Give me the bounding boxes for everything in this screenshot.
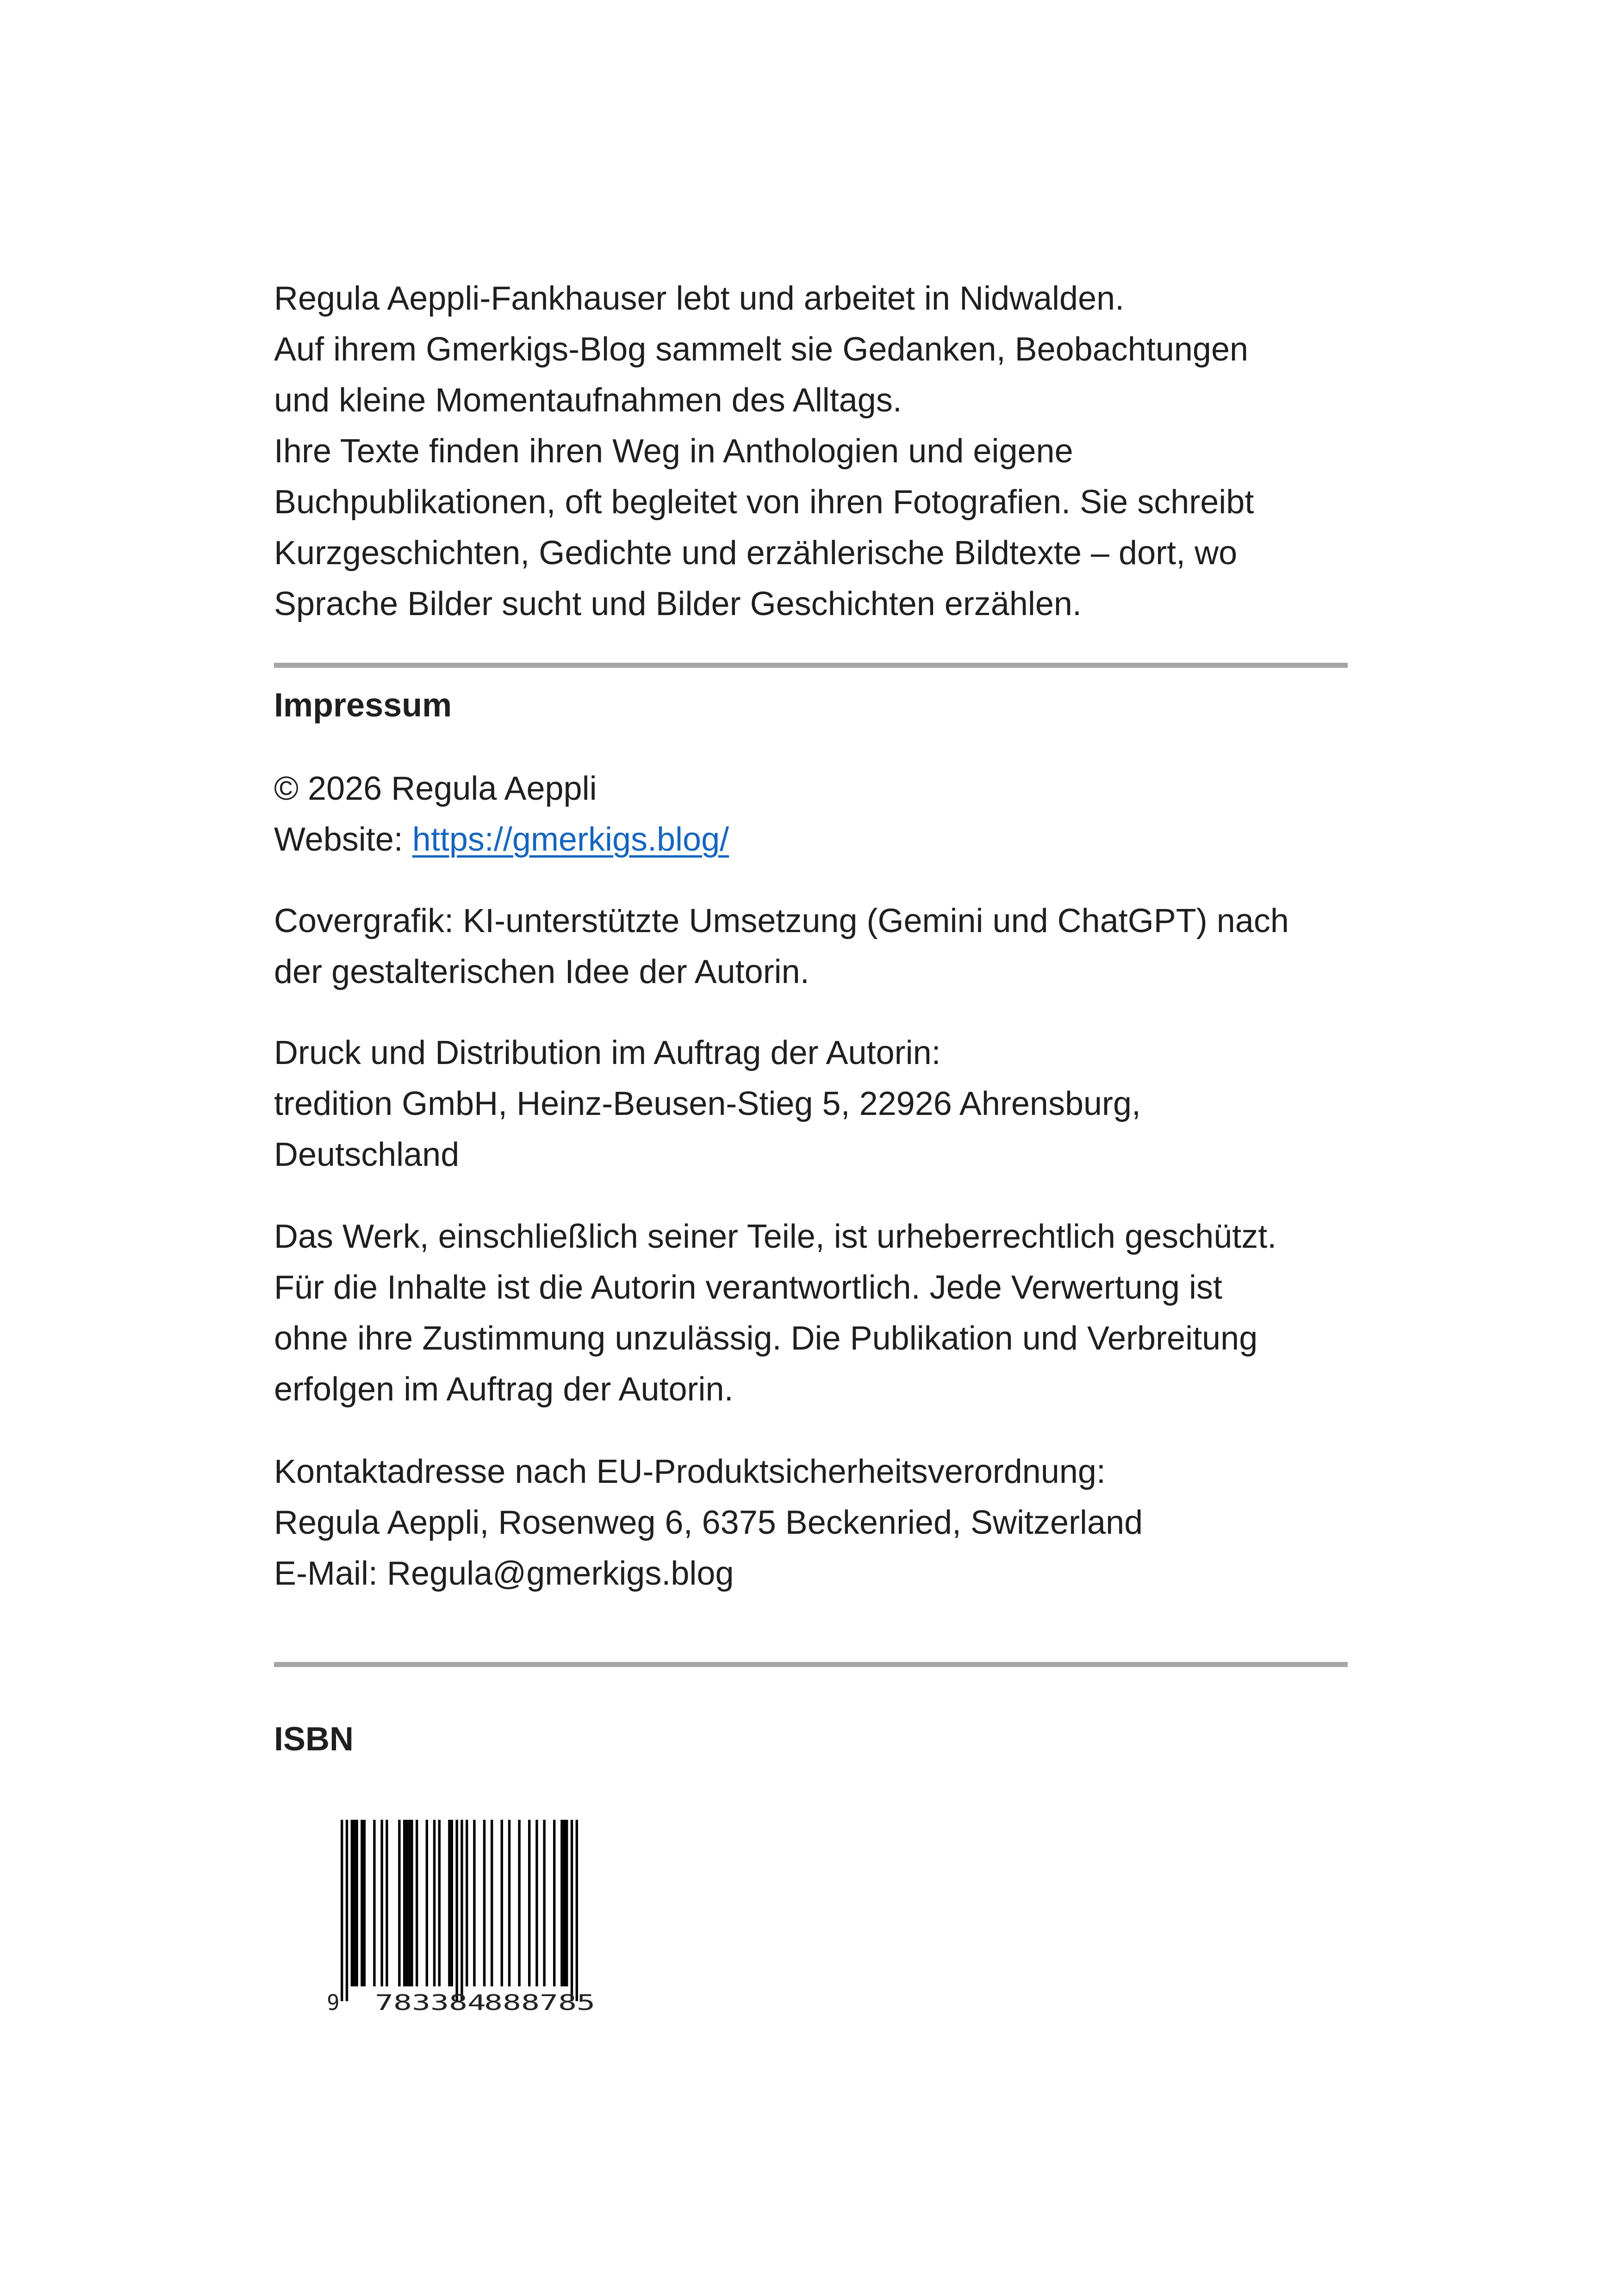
- barcode-bar: [373, 1820, 375, 1986]
- barcode-digits-left: 783384: [375, 1990, 486, 2015]
- divider: [274, 1662, 1348, 1667]
- barcode-digits-right: 888785: [484, 1990, 595, 2015]
- barcode-bar: [355, 1820, 358, 1986]
- contact-line: Regula Aeppli, Rosenweg 6, 6375 Beckenried, Switzerland: [274, 1504, 1143, 1541]
- barcode-bar: [398, 1820, 400, 1986]
- barcode-bar: [563, 1820, 566, 1986]
- barcode-bar: [553, 1820, 555, 1986]
- bio-line: Regula Aeppli-Fankhauser lebt und arbeitet in Nidwalden.: [274, 280, 1125, 317]
- barcode-bar: [508, 1820, 510, 1986]
- bio-line: Kurzgeschichten, Gedichte und erzählerische Bildtexte – dort, wo: [274, 535, 1238, 572]
- barcode-bar: [535, 1820, 538, 1986]
- barcode-digit-first: 9: [327, 1990, 340, 2015]
- bio-line: Sprache Bilder sucht und Bilder Geschichten erzählen.: [274, 585, 1082, 622]
- barcode-bar: [528, 1820, 530, 1986]
- copyright-notice: [274, 1211, 1276, 1415]
- barcode-bar: [461, 1820, 463, 2001]
- barcode-bar: [416, 1820, 418, 1986]
- website-link[interactable]: https://gmerkigs.blog/: [412, 821, 729, 858]
- notice-line: Das Werk, einschließlich seiner Teile, ist urheberrechtlich geschützt.: [274, 1218, 1277, 1255]
- barcode-bar: [351, 1820, 353, 1986]
- barcode-bar: [405, 1820, 408, 1986]
- isbn-barcode: [317, 1814, 614, 2018]
- barcode-bar: [543, 1820, 545, 1986]
- contact-line: Kontaktadresse nach EU-Produktsicherheitsverordnung:: [274, 1453, 1106, 1490]
- notice-line: erfolgen im Auftrag der Autorin.: [274, 1371, 734, 1408]
- barcode-bar: [451, 1820, 453, 1986]
- author-bio: [274, 273, 1366, 629]
- barcode-bar: [426, 1820, 428, 1986]
- barcode-bar: [403, 1820, 405, 1986]
- cover-credit: [274, 896, 1289, 997]
- copyright-line: © 2026 Regula Aeppli: [274, 770, 597, 807]
- copyright-block: [274, 763, 729, 865]
- barcode-bar: [341, 1820, 343, 2001]
- barcode-bar: [353, 1820, 355, 1986]
- cover-line: Covergrafik: KI-unterstützte Umsetzung (Gemini und ChatGPT) nach: [274, 902, 1289, 940]
- print-distribution: [274, 1027, 1141, 1180]
- barcode-bar: [518, 1820, 520, 1986]
- barcode-graphic: [317, 1814, 614, 2018]
- bio-line: Ihre Texte finden ihren Weg in Anthologien und eigene: [274, 433, 1073, 470]
- website-label: Website:: [274, 821, 412, 858]
- barcode-bar: [560, 1820, 563, 1986]
- barcode-bar: [361, 1820, 363, 1986]
- cover-line: der gestalterischen Idee der Autorin.: [274, 953, 809, 990]
- barcode-bar: [483, 1820, 485, 1986]
- barcode-bar: [491, 1820, 493, 1986]
- notice-line: Für die Inhalte ist die Autorin verantwortlich. Jede Verwertung ist: [274, 1269, 1223, 1306]
- barcode-bar: [363, 1820, 366, 1986]
- barcode-bar: [466, 1820, 468, 1986]
- barcode-bar: [433, 1820, 436, 1986]
- bio-line: und kleine Momentaufnahmen des Alltags.: [274, 382, 902, 419]
- barcode-bar: [571, 1820, 573, 2001]
- print-line: Deutschland: [274, 1136, 460, 1173]
- bio-line: Buchpublikationen, oft begleitet von ihren Fotografien. Sie schreibt: [274, 484, 1254, 521]
- barcode-bar: [576, 1820, 578, 2001]
- barcode-bar: [501, 1820, 503, 1986]
- isbn-heading: ISBN: [274, 1721, 354, 1758]
- barcode-bar: [448, 1820, 450, 1986]
- barcode-bar: [346, 1820, 348, 2001]
- print-line: Druck und Distribution im Auftrag der Autorin:: [274, 1034, 941, 1071]
- barcode-bar: [386, 1820, 388, 1986]
- divider: [274, 663, 1348, 668]
- website-line: [274, 814, 729, 865]
- contact-line: E-Mail: Regula@gmerkigs.blog: [274, 1555, 734, 1592]
- notice-line: ohne ihre Zustimmung unzulässig. Die Publikation und Verbreitung: [274, 1320, 1258, 1357]
- contact-address: [274, 1446, 1143, 1599]
- bio-line: Auf ihrem Gmerkigs-Blog sammelt sie Gedanken, Beobachtungen: [274, 331, 1249, 368]
- barcode-bar: [473, 1820, 475, 1986]
- barcode-bar: [380, 1820, 383, 1986]
- barcode-bar: [438, 1820, 441, 1986]
- barcode-bar: [455, 1820, 458, 2001]
- impressum-heading: Impressum: [274, 687, 452, 724]
- barcode-bar: [408, 1820, 411, 1986]
- print-line: tredition GmbH, Heinz-Beusen-Stieg 5, 22926 Ahrensburg,: [274, 1085, 1141, 1122]
- barcode-bar: [411, 1820, 413, 1986]
- barcode-bars: [341, 1820, 578, 2001]
- barcode-bar: [566, 1820, 568, 1986]
